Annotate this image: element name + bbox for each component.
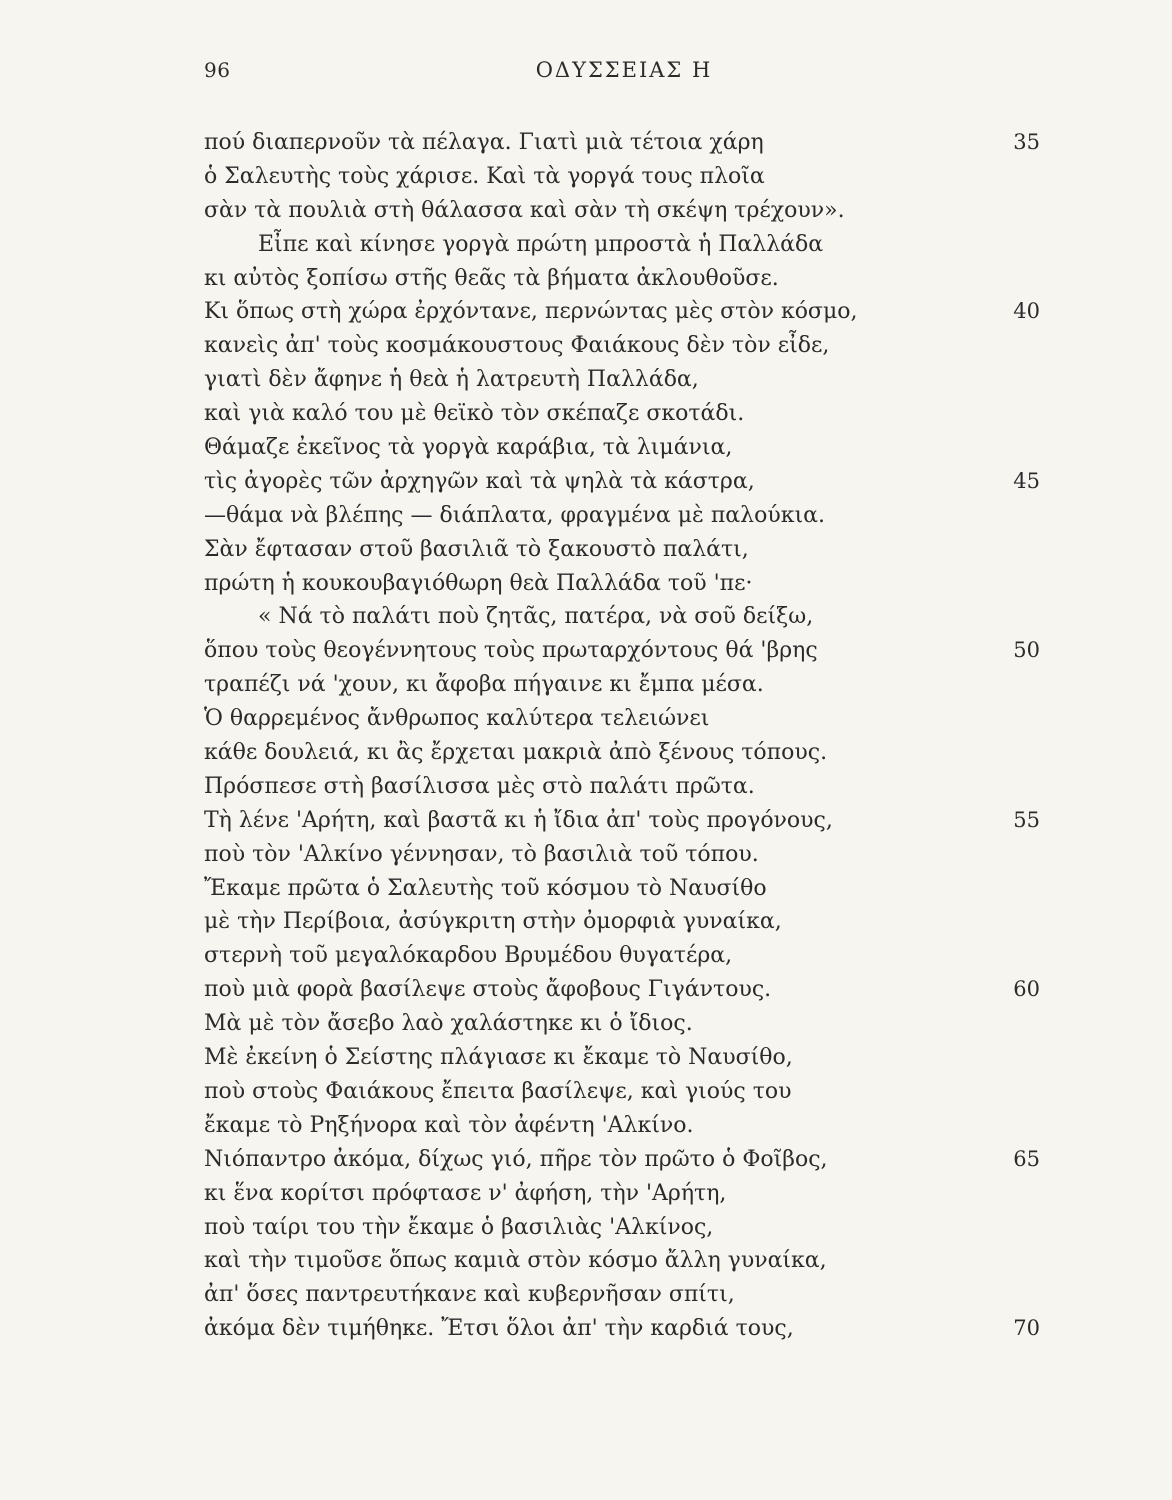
verse-text: ποὺ στοὺς Φαιάκους ἔπειτα βασίλεψε, καὶ γιούς του (204, 1078, 792, 1104)
verse-line (204, 1041, 1044, 1075)
verse-text: ὅπου τοὺς θεογέννητους τοὺς πρωταρχόντους θά 'βρης (204, 638, 818, 664)
verse-text: σὰν τὰ πουλιὰ στὴ θάλασσα καὶ σὰν τὴ σκέψη τρέχουν». (204, 197, 845, 223)
verse-text: πού διαπερνοῦν τὰ πέλαγα. Γιατὶ μιὰ τέτοια χάρη (204, 130, 764, 155)
verse-line (204, 1211, 1044, 1245)
verse-text: Σὰν ἔφτασαν στοῦ βασιλιᾶ τὸ ξακουστὸ παλάτι, (204, 536, 749, 562)
verse-text: γιατὶ δὲν ἄφηνε ἡ θεὰ ἡ λατρευτὴ Παλλάδα, (204, 367, 699, 393)
verse-block (204, 126, 1044, 1346)
verse-line (204, 431, 1044, 465)
verse-text: —θάμα νὰ βλέπης — διάπλατα, φραγμένα μὲ παλούκια. (204, 502, 825, 528)
verse-line (204, 634, 1044, 668)
verse-line (204, 1109, 1044, 1143)
verse-line (204, 160, 1044, 194)
verse-line (204, 397, 1044, 431)
verse-line (204, 363, 1044, 397)
verse-line (204, 329, 1044, 363)
verse-text: ἔκαμε τὸ Ρηξήνορα καὶ τὸν ἀφέντη 'Αλκίνο. (204, 1112, 694, 1138)
verse-line (204, 872, 1044, 906)
verse-line (204, 905, 1044, 939)
verse-text: κι ἕνα κορίτσι πρόφτασε ν' ἀφήση, τὴν 'Αρήτη, (204, 1180, 727, 1206)
verse-line (204, 736, 1044, 770)
verse-line (204, 567, 1044, 601)
verse-line (204, 228, 1044, 262)
line-number: 40 (1013, 299, 1040, 324)
verse-text: Ὁ θαρρεμένος ἄνθρωπος καλύτερα τελειώνει (204, 706, 710, 732)
verse-text: κάθε δουλειά, κι ἂς ἔρχεται μακριὰ ἀπὸ ξένους τόπους. (204, 740, 828, 766)
verse-line (204, 973, 1044, 1007)
verse-text: ποὺ μιὰ φορὰ βασίλεψε στοὺς ἄφοβους Γιγάντους. (204, 977, 772, 1003)
verse-line (204, 1278, 1044, 1312)
verse-text: ἀκόμα δὲν τιμήθηκε. Ἔτσι ὅλοι ἀπ' τὴν καρδιά τους, (204, 1316, 794, 1342)
verse-text: Κι ὅπως στὴ χώρα ἐρχόντανε, περνώντας μὲς στὸν κόσμο, (204, 299, 858, 325)
verse-text: Μὲ ἐκείνη ὁ Σείστης πλάγιασε κι ἔκαμε τὸ Ναυσίθο, (204, 1045, 793, 1071)
verse-text: τραπέζι νά 'χουν, κι ἄφοβα πήγαινε κι ἔμπα μέσα. (204, 672, 764, 698)
line-number: 45 (1013, 468, 1040, 493)
verse-line (204, 499, 1044, 533)
verse-text: « Νά τὸ παλάτι ποὺ ζητᾶς, πατέρα, νὰ σοῦ δείξω, (258, 604, 814, 630)
verse-line (204, 465, 1044, 499)
line-number: 55 (1013, 807, 1040, 832)
verse-text: μὲ τὴν Περίβοια, ἀσύγκριτη στὴν ὀμορφιὰ γυναίκα, (204, 909, 782, 935)
verse-line (204, 126, 1044, 160)
verse-text: καὶ γιὰ καλό του μὲ θεϊκὸ τὸν σκέπαζε σκοτάδι. (204, 401, 745, 427)
verse-line (204, 702, 1044, 736)
line-number: 70 (1013, 1316, 1040, 1341)
verse-line (204, 668, 1044, 702)
line-number: 60 (1013, 977, 1040, 1002)
verse-line (204, 939, 1044, 973)
verse-text: καὶ τὴν τιμοῦσε ὅπως καμιὰ στὸν κόσμο ἄλλη γυναίκα, (204, 1248, 827, 1274)
verse-text: ἀπ' ὅσες παντρευτήκανε καὶ κυβερνῆσαν σπίτι, (204, 1282, 735, 1308)
verse-text: Νιόπαντρο ἀκόμα, δίχως γιό, πῆρε τὸν πρῶτο ὁ Φοῖβος, (204, 1146, 828, 1172)
verse-line (204, 600, 1044, 634)
verse-text: Εἶπε καὶ κίνησε γοργὰ πρώτη μπροστὰ ἡ Παλλάδα (258, 231, 824, 257)
verse-line (204, 1312, 1044, 1346)
verse-text: κι αὐτὸς ξοπίσω στῆς θεᾶς τὰ βήματα ἀκλουθοῦσε. (204, 265, 779, 291)
verse-line (204, 1007, 1044, 1041)
verse-line (204, 1177, 1044, 1211)
line-number: 35 (1013, 130, 1040, 154)
page-number: 96 (204, 58, 231, 82)
line-number: 50 (1013, 638, 1040, 663)
verse-line (204, 262, 1044, 296)
verse-text: τὶς ἀγορὲς τῶν ἀρχηγῶν καὶ τὰ ψηλὰ τὰ κάστρα, (204, 468, 755, 494)
line-number: 65 (1013, 1146, 1040, 1171)
verse-text: στερνὴ τοῦ μεγαλόκαρδου Βρυμέδου θυγατέρα, (204, 943, 733, 969)
verse-text: Ἔκαμε πρῶτα ὁ Σαλευτὴς τοῦ κόσμου τὸ Ναυσίθο (204, 875, 767, 901)
verse-text: Θάμαζε ἐκεῖνος τὰ γοργὰ καράβια, τὰ λιμάνια, (204, 435, 733, 461)
verse-line (204, 194, 1044, 228)
verse-line (204, 804, 1044, 838)
page-header (204, 58, 1044, 92)
verse-text: ποὺ τὸν 'Αλκίνο γέννησαν, τὸ βασιλιὰ τοῦ τόπου. (204, 841, 759, 867)
verse-text: Τὴ λένε 'Αρήτη, καὶ βαστᾶ κι ἡ ἴδια ἀπ' τοὺς προγόνους, (204, 807, 833, 833)
verse-line (204, 1075, 1044, 1109)
verse-line (204, 770, 1044, 804)
verse-line (204, 838, 1044, 872)
running-title: ΟΔΥΣΣΕΙΑΣ Η (535, 58, 713, 82)
verse-text: ποὺ ταίρι του τὴν ἔκαμε ὁ βασιλιὰς 'Αλκίνος, (204, 1214, 714, 1240)
verse-text: κανεὶς ἀπ' τοὺς κοσμάκουστους Φαιάκους δὲν τὸν εἶδε, (204, 333, 830, 359)
verse-line (204, 1244, 1044, 1278)
verse-text: Μὰ μὲ τὸν ἄσεβο λαὸ χαλάστηκε κι ὁ ἴδιος. (204, 1011, 693, 1037)
verse-line (204, 533, 1044, 567)
verse-text: πρώτη ἡ κουκουβαγιόθωρη θεὰ Παλλάδα τοῦ 'πε· (204, 570, 753, 596)
verse-line (204, 1143, 1044, 1177)
verse-text: Πρόσπεσε στὴ βασίλισσα μὲς στὸ παλάτι πρῶτα. (204, 773, 755, 799)
verse-line (204, 295, 1044, 329)
verse-text: ὁ Σαλευτὴς τοὺς χάρισε. Καὶ τὰ γοργά τους πλοῖα (204, 163, 765, 189)
